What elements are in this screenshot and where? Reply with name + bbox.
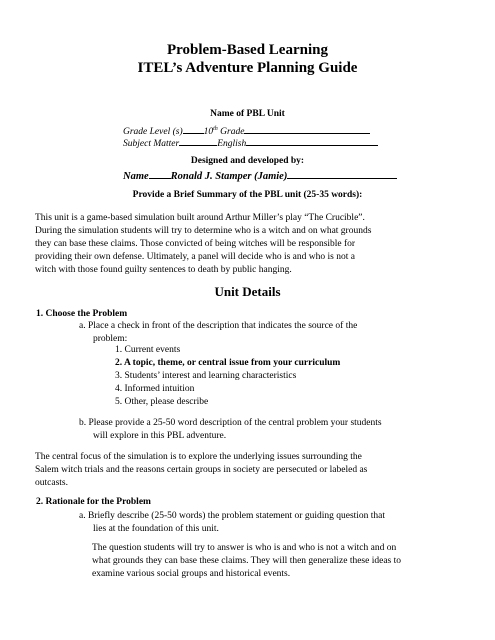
section2-heading: 2. Rationale for the Problem <box>36 497 151 507</box>
section2-item-a-line: a. Briefly describe (25-50 words) the problem statement or guiding question that <box>79 511 386 521</box>
document-title-line1: Problem-Based Learning <box>167 42 328 58</box>
option-student-interest: 3. Students’ interest and learning characteristics <box>115 371 297 381</box>
section2-answer-line: examine various social groups and historical events. <box>92 569 291 579</box>
section1-item-b <box>79 417 439 443</box>
designer-label: Name <box>123 171 149 182</box>
summary-line: providing their own defense. Ultimately, a panel will decide who is and who is not a <box>35 252 355 262</box>
problem-source-options <box>115 344 475 409</box>
section2-answer-line: what grounds they can base these claims. They will then generalize these ideas to <box>92 556 402 566</box>
unit-name-label: Name of PBL Unit <box>210 109 285 119</box>
summary-paragraph <box>35 212 465 277</box>
section2-item-a <box>79 510 439 536</box>
section2-answer-line: The question students will try to answer is who is and who is not a witch and on <box>92 543 397 553</box>
designer-field <box>123 168 397 182</box>
grade-level-value: 10 <box>203 127 214 137</box>
section1-answer <box>35 451 465 490</box>
section1-answer-line: outcasts. <box>35 478 68 488</box>
option-informed-intuition: 4. Informed intuition <box>115 384 195 394</box>
section1-heading: 1. Choose the Problem <box>36 309 128 319</box>
option-curriculum-topic: 2. A topic, theme, or central issue from your curriculum <box>115 358 341 368</box>
section1-answer-line: The central focus of the simulation is to explore the underlying issues surrounding the <box>35 452 362 462</box>
summary-line: This unit is a game-based simulation built around Arthur Miller’s play “The Crucible”. <box>35 213 365 223</box>
grade-level-sup: th <box>213 125 218 132</box>
section1-item-a-line: a. Place a check in front of the description that indicates the source of the <box>79 321 358 331</box>
subject-matter-value: English <box>217 139 247 149</box>
summary-line: witch with those found guilty sentences to death by public hanging. <box>35 265 292 275</box>
section1-item-b-line: will explore in this PBL adventure. <box>93 431 227 441</box>
document-title-line2: ITEL’s Adventure Planning Guide <box>137 60 358 76</box>
grade-level-suffix: Grade <box>217 127 245 137</box>
section1-item-b-line: b. Please provide a 25-50 word description of the central problem your students <box>79 418 382 428</box>
section1-item-a <box>79 320 439 346</box>
summary-line: During the simulation students will try to determine who is a witch and on what grounds <box>35 226 372 236</box>
section1-item-a-line: problem: <box>93 334 128 344</box>
summary-line: they can base these claims. Those convicted of being witches will be responsible for <box>35 239 356 249</box>
section1-answer-line: Salem witch trials and the reasons certain groups in society are persecuted or labeled as <box>35 465 368 475</box>
summary-heading: Provide a Brief Summary of the PBL unit (25-35 words): <box>132 190 363 200</box>
section2-answer <box>92 542 452 581</box>
designed-by-label: Designed and developed by: <box>190 156 305 166</box>
subject-matter-field <box>123 136 378 149</box>
section2-item-a-line: lies at the foundation of this unit. <box>93 524 219 534</box>
option-other: 5. Other, please describe <box>115 397 209 407</box>
subject-matter-label: Subject Matter <box>123 139 180 149</box>
designer-value: Ronald J. Stamper (Jamie) <box>170 171 288 182</box>
grade-level-label: Grade Level (s) <box>123 127 183 137</box>
option-current-events: 1. Current events <box>115 345 181 355</box>
unit-details-heading: Unit Details <box>214 284 281 299</box>
